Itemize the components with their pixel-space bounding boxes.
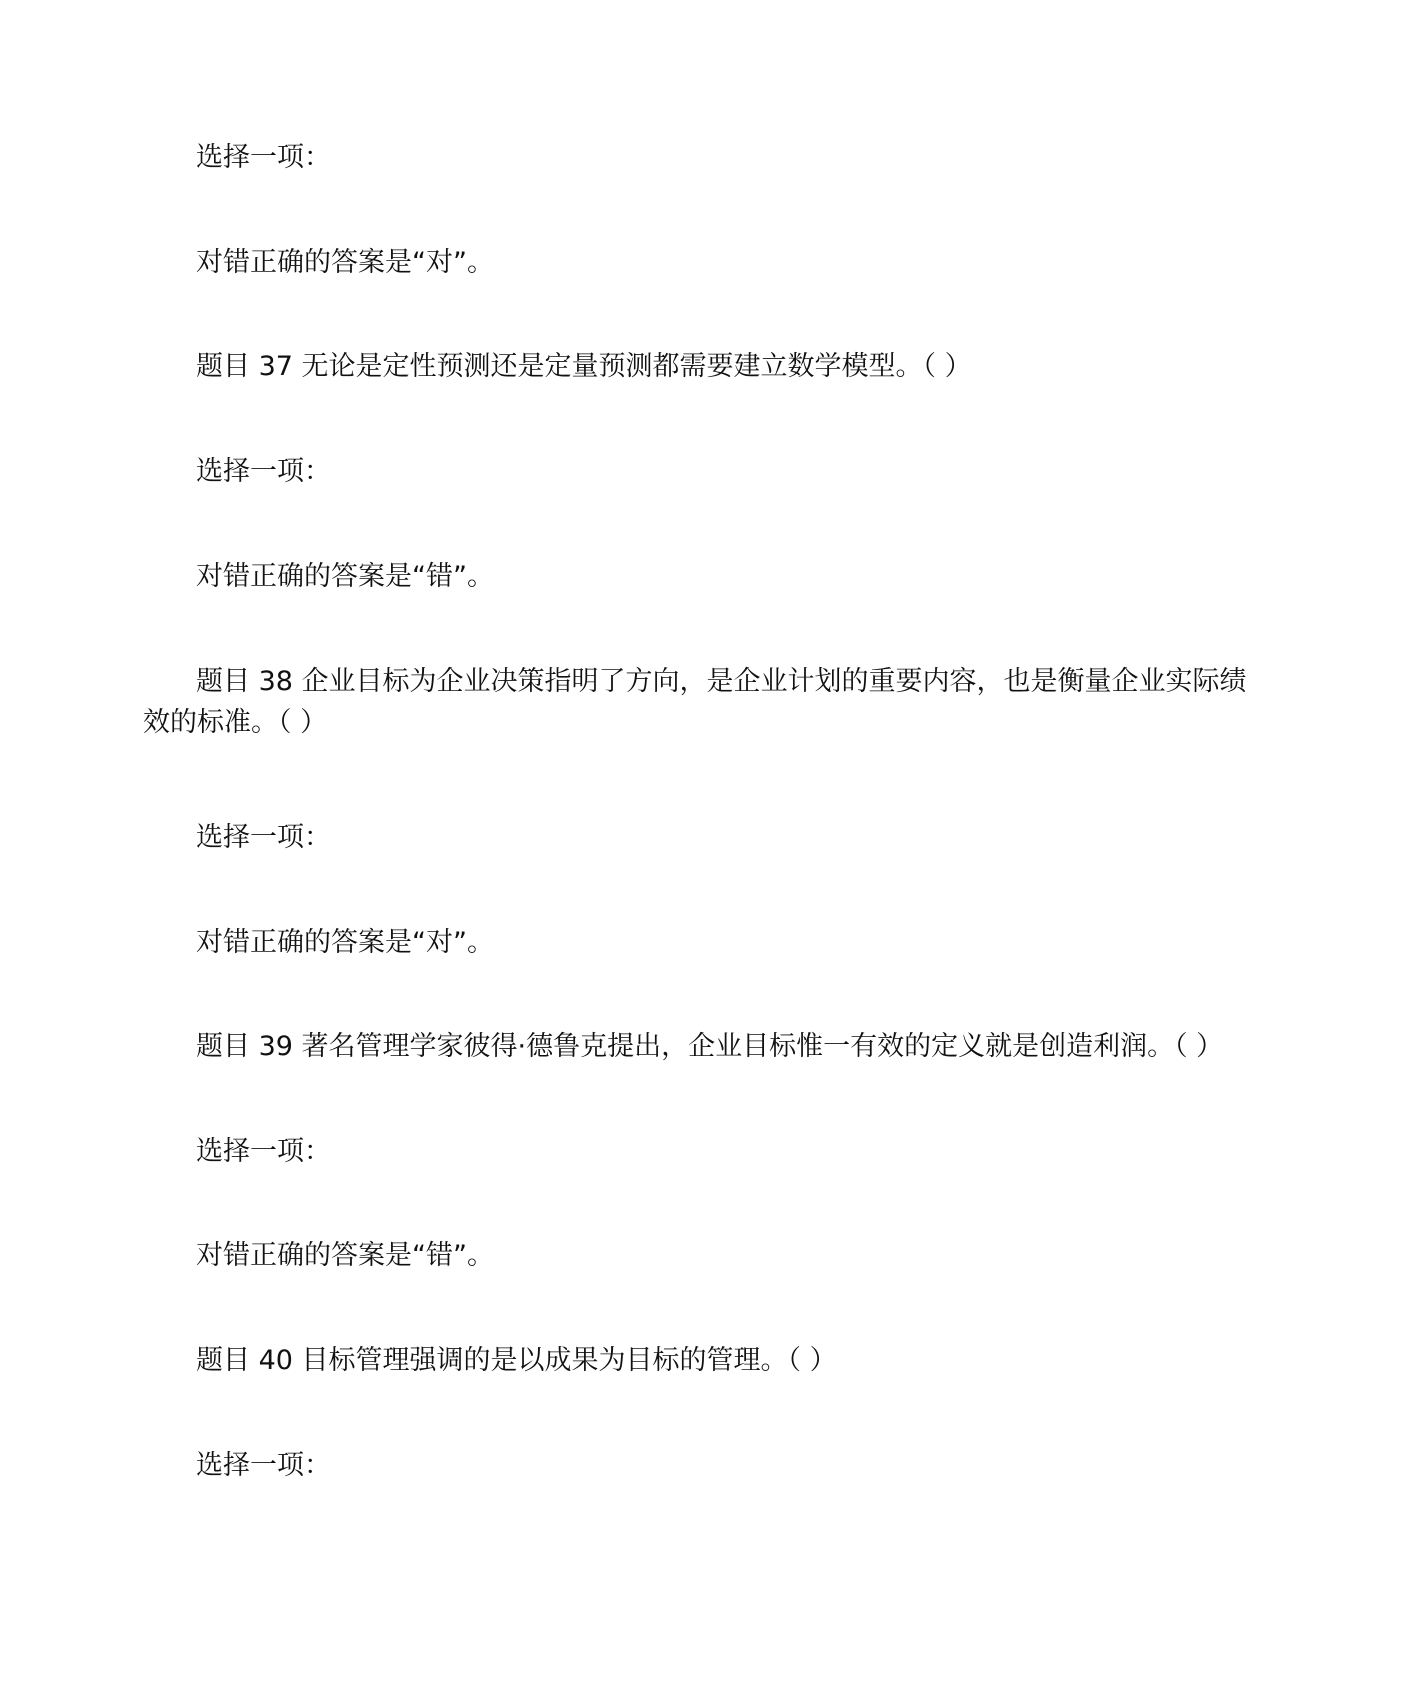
question-40: 题目 40 目标管理强调的是以成果为目标的管理。（ ） <box>196 1345 837 1376</box>
choose-one-prompt: 选择一项： <box>196 1136 331 1167</box>
choose-one-prompt: 选择一项： <box>196 142 331 173</box>
correct-answer-text: 对错正确的答案是“错”。 <box>196 1240 494 1271</box>
correct-answer-text: 对错正确的答案是“对”。 <box>196 247 494 278</box>
choose-one-prompt: 选择一项： <box>196 456 331 487</box>
correct-answer-text: 对错正确的答案是“对”。 <box>196 927 494 958</box>
correct-answer-text: 对错正确的答案是“错”。 <box>196 561 494 592</box>
choose-one-prompt: 选择一项： <box>196 1450 331 1481</box>
question-37: 题目 37 无论是定性预测还是定量预测都需要建立数学模型。（ ） <box>196 351 972 382</box>
question-39: 题目 39 著名管理学家彼得·德鲁克提出，企业目标惟一有效的定义就是创造利润。（ ） <box>196 1031 1224 1062</box>
question-38: 题目 38 企业目标为企业决策指明了方向，是企业计划的重要内容，也是衡量企业实际绩效的标准。（ ） <box>143 666 1247 738</box>
choose-one-prompt: 选择一项： <box>196 822 331 853</box>
